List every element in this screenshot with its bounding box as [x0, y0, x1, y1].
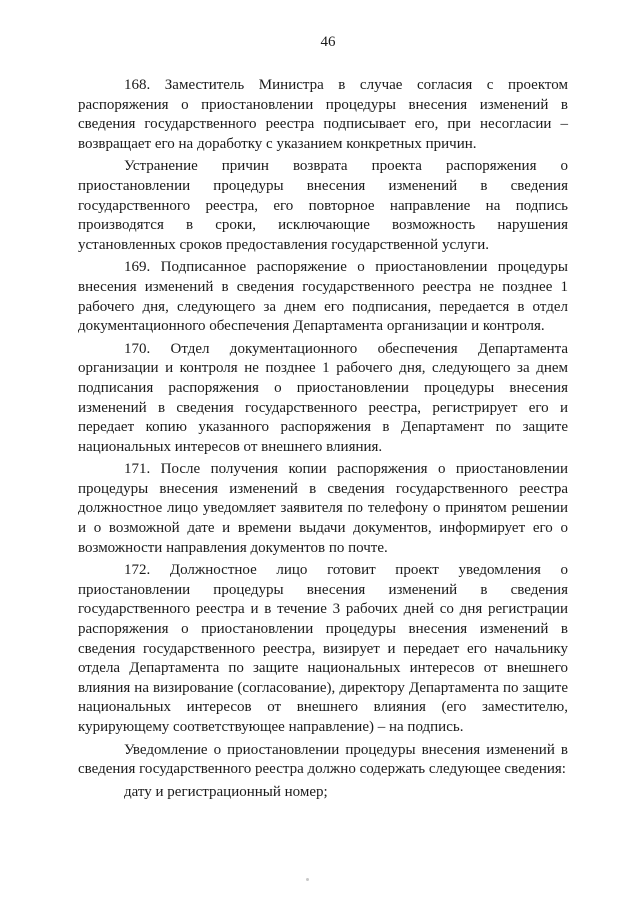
paragraph-notification-content: Уведомление о приостановлении процедуры внесения изменений в сведения государственного реестра должно содержать следующее сведения: [78, 741, 568, 778]
paragraph-168: 168. Заместитель Министра в случае согласия с проектом распоряжения о приостановлении процедуры внесения изменений в сведения государственного реестра подписывает его, при несогласии – возвращает его на доработку с указанием конкретных причин. [78, 77, 568, 152]
scan-speck [306, 878, 309, 881]
document-body [78, 76, 568, 802]
paragraph-169: 169. Подписанное распоряжение о приостановлении процедуры внесения изменений в сведения государственного реестра не позднее 1 рабочего дня, следующего за днем его подписания, передается в отдел документационного обеспечения Департамента организации и контроля. [78, 259, 568, 335]
paragraph-170: 170. Отдел документационного обеспечения Департамента организации и контроля не позднее 1 рабочего дня, следующего за днем подписания распоряжения о приостановлении процедуры внесения изменений в сведения государственного реестра, регистрирует его и передает копию указанного распоряжения в Департамент по защите национальных интересов от внешнего влияния. [78, 340, 568, 455]
list-item-date-number: дату и регистрационный номер; [124, 783, 328, 800]
page-number: 46 [320, 34, 336, 50]
paragraph-172: 172. Должностное лицо готовит проект уведомления о приостановлении процедуры внесения изменений в сведения государственного реестра и в течение 3 рабочих дней со дня регистрации распоряжения о приостановлении процедуры внесения изменений в сведения государственного реестра, визирует и передает его начальнику отдела Департамента по защите национальных интересов от внешнего влияния на визирование (согласование), директору Департамента по защите национальных интересов от внешнего влияния (его заместителю, курирующему соответствующее направление) – на подпись. [78, 562, 568, 735]
paragraph-168-continuation: Устранение причин возврата проекта распоряжения о приостановлении процедуры внесения изменений в сведения государственного реестра, его повторное направление на подпись производятся в сроки, исключающие возможность нарушения установленных сроков предоставления государственной услуги. [78, 158, 568, 253]
paragraph-171: 171. После получения копии распоряжения о приостановлении процедуры внесения изменений в сведения государственного реестра должностное лицо уведомляет заявителя по телефону о принятом решении и о возможной дате и времени выдачи документов, информирует его о возможности направления документов по почте. [78, 461, 568, 556]
